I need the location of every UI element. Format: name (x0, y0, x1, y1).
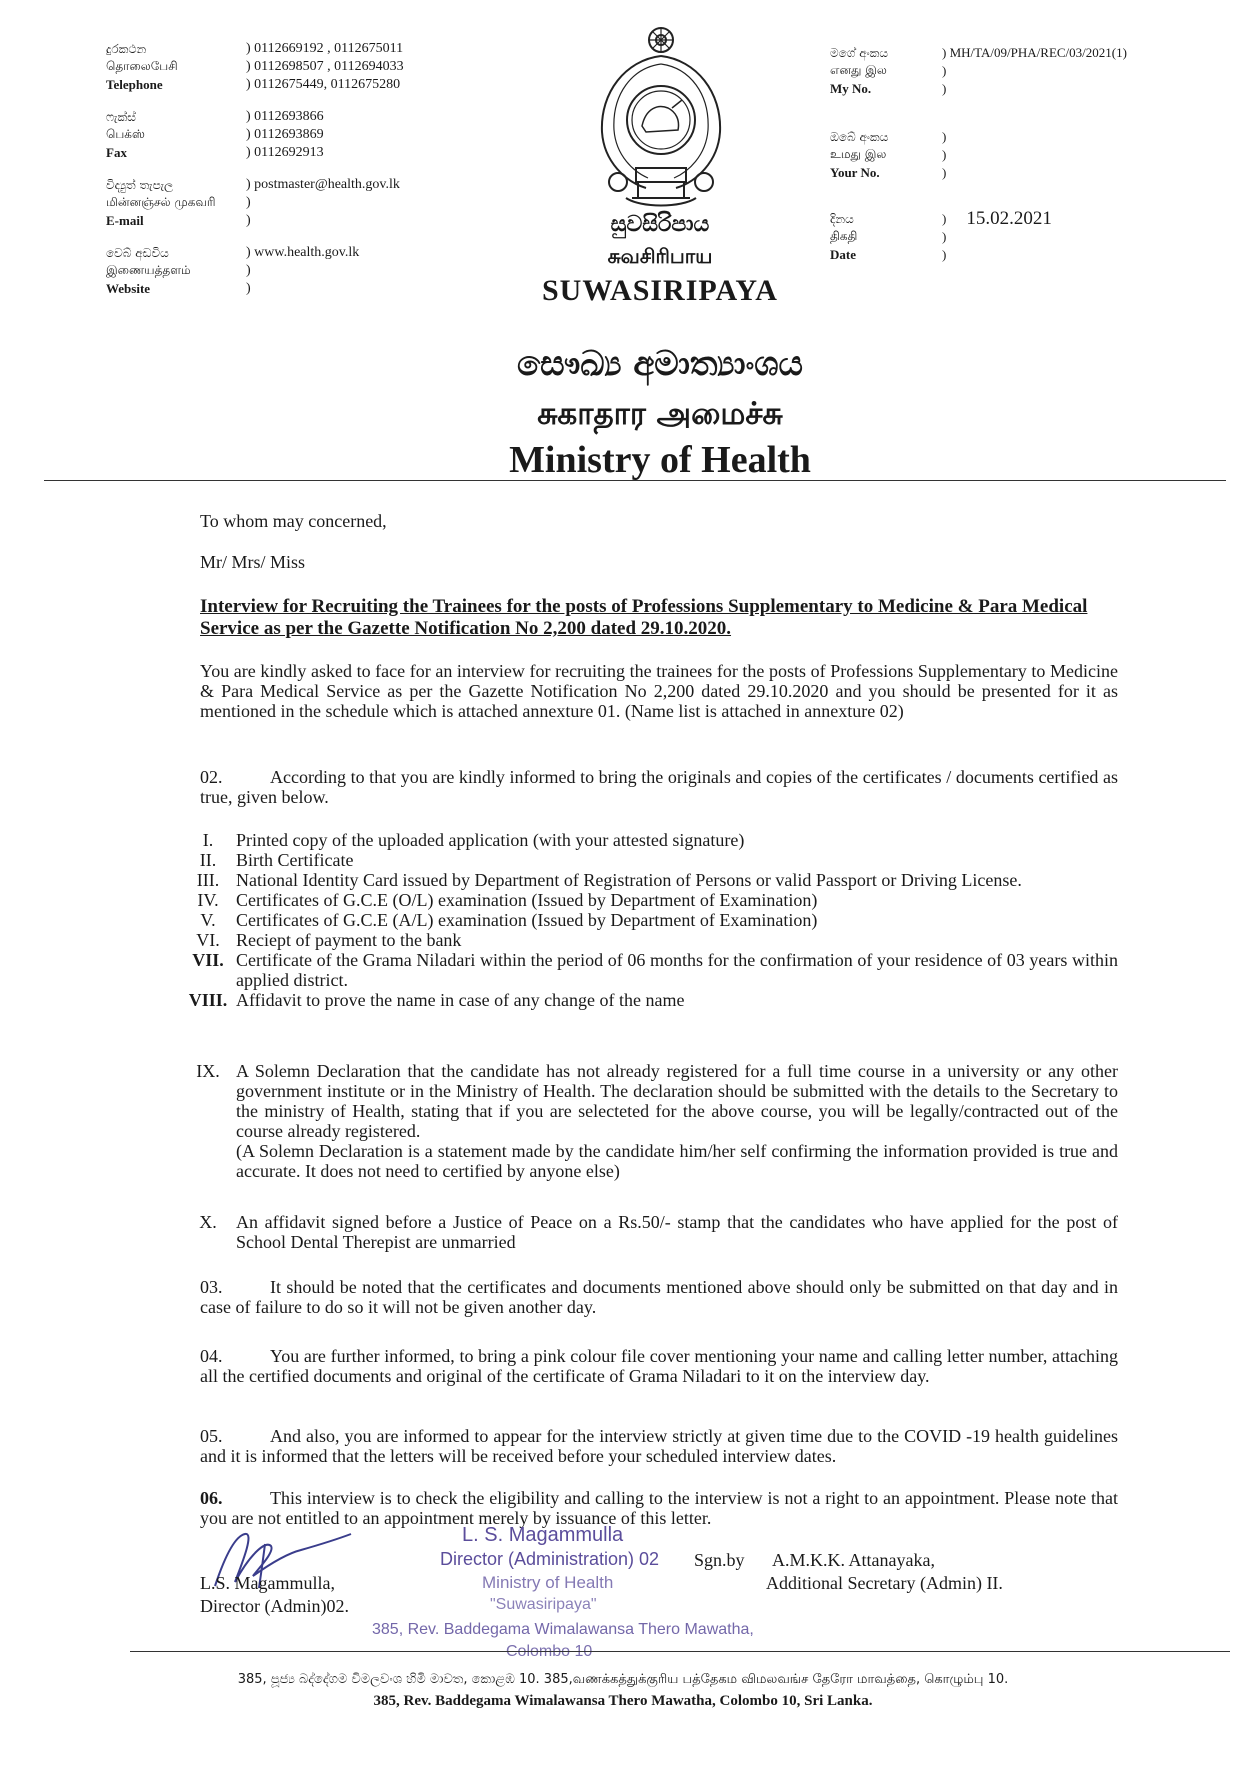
fax-group (106, 108, 436, 162)
list-number: VII. (192, 950, 224, 970)
list-number: IX. (196, 1061, 220, 1081)
stamp-title: Director (Administration) 02 (440, 1549, 660, 1569)
stamp-name: L. S. Magammulla (462, 1524, 624, 1546)
list-text: Printed copy of the uploaded application (with your attested signature) (236, 830, 745, 850)
email-value: ) (246, 195, 251, 210)
reference-details (830, 44, 1220, 286)
paragraph-number: 05. (200, 1426, 223, 1446)
my-number-bracket: ) (942, 63, 947, 78)
signed-by-title: Additional Secretary (Admin) II. (766, 1573, 1003, 1593)
date-label-si: දිනය (830, 211, 854, 226)
list-number: V. (200, 910, 216, 930)
stamp-address: 385, Rev. Baddegama Wimalawansa Thero Mawatha, (372, 1621, 754, 1638)
paragraph-05 (200, 1426, 1118, 1466)
paragraph-text: According to that you are kindly informed to bring the originals and copies of the certificates / documents certified as true, given below. (200, 767, 1118, 807)
list-item (180, 830, 1118, 850)
telephone-label-si: දුරකථන (106, 41, 147, 56)
list-item (180, 1061, 1118, 1141)
paragraph-number: 03. (200, 1277, 223, 1297)
your-number-bracket: ) (942, 147, 947, 162)
fax-label-si: ෆැක්ස් (106, 109, 136, 124)
email-value: ) postmaster@health.gov.lk (246, 177, 400, 192)
paragraph-06 (200, 1488, 1118, 1528)
website-label-en: Website (106, 281, 151, 296)
my-number-label-si: මගේ අංකය (830, 45, 889, 60)
fax-value: ) 0112692913 (246, 145, 324, 160)
paragraph-text: It should be noted that the certificates and documents mentioned above should only be submitted on that day and in case of failure to do so it will not be given another day. (200, 1277, 1118, 1317)
paragraph-text: And also, you are informed to appear for the interview strictly at given time due to the COVID -19 health guidelines and it is informed that the letters will be received before your scheduled interview dates. (200, 1426, 1118, 1466)
stamp-city: Colombo 10 (506, 1643, 593, 1660)
affidavit-item (180, 1212, 1118, 1252)
paragraph-number: 04. (200, 1346, 223, 1366)
email-label-si: විද්‍යුත් තැපැල (106, 177, 174, 192)
my-number-bracket: ) (942, 81, 947, 96)
telephone-group (106, 40, 436, 94)
signatory-title: Director (Admin)02. (200, 1596, 349, 1616)
date-bracket: ) (942, 229, 947, 244)
list-item (180, 930, 1118, 950)
solemn-declaration-note: (A Solemn Declaration is a statement made by the candidate him/her self confirming the information provided is true and accurate. It does not need to certified by anyone else) (236, 1141, 1118, 1181)
paragraph-04 (200, 1346, 1118, 1386)
telephone-label-ta: தொலைபேசி (106, 59, 178, 73)
header-divider (44, 480, 1226, 481)
date-label-en: Date (830, 247, 856, 262)
list-text: National Identity Card issued by Department of Registration of Persons or valid Passport or Driving License. (236, 870, 1022, 890)
letter-subject: Interview for Recruiting the Trainees for the posts of Professions Supplementary to Medicine & Para Medical Service as per the Gazette Notification No 2,200 dated 29.10.2020. (200, 596, 1088, 639)
footer-divider (130, 1651, 1230, 1652)
list-number: IV. (197, 890, 219, 910)
telephone-value: ) 0112675449, 0112675280 (246, 77, 401, 92)
my-number-group (830, 44, 1220, 98)
list-number: I. (202, 830, 214, 850)
list-item (180, 890, 1118, 910)
your-number-bracket: ) (942, 165, 947, 180)
your-number-bracket: ) (942, 129, 947, 144)
list-text: Reciept of payment to the bank (236, 930, 462, 950)
addressee: Mr/ Mrs/ Miss (200, 552, 306, 572)
your-number-group (830, 128, 1220, 182)
fax-value: ) 0112693866 (246, 109, 324, 124)
sri-lanka-emblem-icon (586, 22, 736, 212)
website-group (106, 244, 436, 298)
your-number-label-si: ඔබේ අංකය (830, 129, 889, 144)
date-group (830, 210, 1220, 264)
ministry-name-en: Ministry of Health (509, 439, 811, 481)
your-number-label-ta: உமது இல (830, 147, 887, 161)
brand-name-si: සුවසිරිපාය (610, 212, 710, 237)
list-item (180, 910, 1118, 930)
contact-details (106, 40, 436, 312)
email-value: ) (246, 213, 251, 228)
paragraph-number: 06. (200, 1488, 223, 1508)
email-label-ta: மின்னஞ்சல் முகவரி (106, 195, 216, 209)
ministry-name-si: සෞඛ්‍ය අමාත්‍යාංශය (517, 344, 803, 384)
list-text: Certificates of G.C.E (O/L) examination (Issued by Department of Examination) (236, 890, 818, 910)
date-label-ta: திகதி (830, 229, 858, 243)
document-list (180, 830, 1118, 1010)
list-text: Certificates of G.C.E (A/L) examination (Issued by Department of Examination) (236, 910, 818, 930)
date-bracket: ) (942, 247, 947, 262)
signed-by-name: A.M.K.K. Attanayaka, (772, 1550, 935, 1570)
list-item (180, 870, 1118, 890)
website-value: ) (246, 263, 251, 278)
list-text: Birth Certificate (236, 850, 354, 870)
ministry-name-ta: சுகாதார அமைச்சு (537, 396, 783, 432)
paragraph-number: 02. (200, 767, 223, 787)
intro-paragraph: You are kindly asked to face for an interview for recruiting the trainees for the posts of Professions Supplementary to Medicine & Para Medical Service as per the Gazette Notification No 2,200 dated 29.10.2020 and you should be presented for it as mentioned in the schedule which is attached annexture 01. (Name list is attached in annexture 02) (200, 661, 1118, 721)
footer-address-english: 385, Rev. Baddegama Wimalawansa Thero Mawatha, Colombo 10, Sri Lanka. (373, 1693, 873, 1709)
your-number-label-en: Your No. (830, 165, 880, 180)
fax-label-ta: பெக்ஸ் (106, 127, 145, 141)
paragraph-03 (200, 1277, 1118, 1317)
my-number-value: ) MH/TA/09/PHA/REC/03/2021(1) (942, 45, 1127, 60)
signatory-name: L.S. Magammulla, (200, 1573, 335, 1593)
my-number-label-en: My No. (830, 81, 872, 96)
website-value: ) (246, 281, 251, 296)
list-text: A Solemn Declaration that the candidate has not already registered for a full time course in a university or any other government institute or in the Ministry of Health. The declaration should be submitted with the details to the Secretary to the ministry of Health, stating that if you are selecteted for the above course, you will be legally/contracted out of the course already registered. (236, 1061, 1118, 1141)
paragraph-02 (200, 767, 1118, 807)
fax-value: ) 0112693869 (246, 127, 324, 142)
email-group (106, 176, 436, 230)
my-number-label-ta: எனது இல (830, 63, 887, 77)
list-number-spacer (180, 1141, 236, 1181)
telephone-label-en: Telephone (106, 77, 163, 92)
solemn-declaration-item (180, 1061, 1118, 1181)
email-label-en: E-mail (106, 213, 144, 228)
list-item-note (180, 1141, 1118, 1181)
website-label-si: වෙබ් අඩවිය (106, 245, 169, 260)
signed-by-label: Sgn.by (694, 1550, 745, 1570)
list-text: An affidavit signed before a Justice of Peace on a Rs.50/- stamp that the candidates who have applied for the post of School Dental Therepist are unmarried (236, 1212, 1118, 1252)
list-text: Affidavit to prove the name in case of any change of the name (236, 990, 685, 1010)
website-label-ta: இணையத்தளம் (106, 263, 191, 277)
paragraph-text: This interview is to check the eligibility and calling to the interview is not a right to an appointment. Please note that you are not entitled to an appointment merely by issuance of this letter. (200, 1488, 1118, 1528)
list-number: X. (199, 1212, 217, 1232)
paragraph-text: You are further informed, to bring a pink colour file cover mentioning your name and calling letter number, attaching all the certified documents and original of the certificate of Grama Niladari to it on the interview day. (200, 1346, 1118, 1386)
brand-name-en: SUWASIRIPAYA (542, 274, 778, 307)
list-number: II. (199, 850, 217, 870)
footer-address-trilingual: 385, පූජ්‍ය බද්දේගම විමලවංශ හිමි මාවත, කොළඹ 10. 385,வணக்கத்துக்குரிய பத்தேகம விமலவங்ச தேரோ மாவத்தை, கொழும்பு 10. (237, 1672, 1009, 1687)
list-item (180, 950, 1118, 990)
list-text: Certificate of the Grama Niladari within the period of 06 months for the confirmation of your residence of 03 years within applied district. (236, 950, 1118, 990)
telephone-value: ) 0112669192 , 0112675011 (246, 41, 404, 56)
date-bracket: ) (942, 211, 947, 226)
brand-name-ta: சுவசிரிபாய (607, 244, 713, 268)
list-item (180, 1212, 1118, 1252)
list-item (180, 850, 1118, 870)
list-number: VIII. (188, 990, 228, 1010)
telephone-value: ) 0112698507 , 0112694033 (246, 59, 404, 74)
list-number: III. (196, 870, 220, 890)
stamp-ministry: Ministry of Health (482, 1573, 614, 1592)
website-value: ) www.health.gov.lk (246, 245, 360, 260)
salutation: To whom may concerned, (200, 511, 387, 531)
fax-label-en: Fax (106, 145, 127, 160)
stamp-building: "Suwasiripaya" (490, 1596, 597, 1613)
list-item (180, 990, 1118, 1010)
letter-date: 15.02.2021 (966, 208, 1052, 229)
list-number: VI. (196, 930, 220, 950)
